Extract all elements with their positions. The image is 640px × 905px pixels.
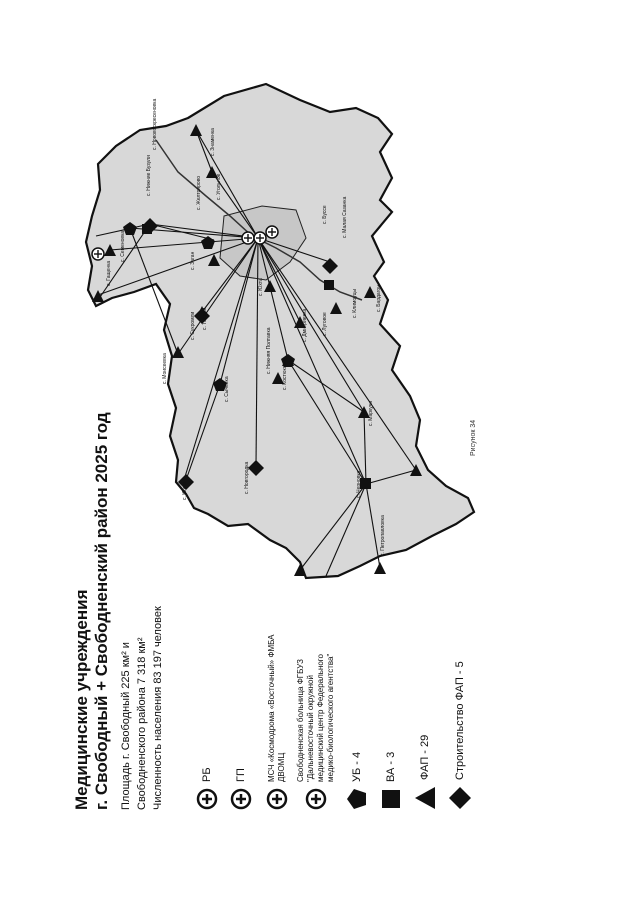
title-line-1: Медицинские учреждения bbox=[72, 589, 91, 810]
legend-va-label: ВА - 3 bbox=[385, 751, 397, 782]
legend-gp bbox=[230, 768, 252, 810]
square-icon bbox=[380, 788, 402, 810]
pentagon-icon bbox=[346, 788, 368, 810]
legend-msch-line1: МСЧ «Космодрома «Восточный» ФМБА bbox=[267, 634, 276, 782]
legend-ub-label: УБ - 4 bbox=[351, 751, 363, 782]
map-label: с. Знаменка bbox=[210, 128, 216, 156]
map-label: с. Маркучи bbox=[368, 400, 374, 426]
map-label: с. Костюковка bbox=[282, 357, 288, 390]
legend-fap bbox=[414, 735, 436, 810]
map-label: с. Бардагон bbox=[376, 285, 382, 312]
legend-fgbuz-line3: медицинский центр Федерального bbox=[316, 654, 325, 782]
map-label: с. Черновка bbox=[356, 470, 362, 498]
fgbuz-icon bbox=[305, 788, 327, 810]
map-label: с. Дмитриевка bbox=[302, 308, 308, 342]
area-line-1: Площадь г. Свободный 225 км² и bbox=[120, 642, 132, 810]
legend-rb bbox=[196, 767, 218, 810]
triangle-icon bbox=[414, 786, 436, 810]
population-line: Численность населения 83 197 человек bbox=[152, 606, 164, 810]
map-label: с. Нововоскресеновка bbox=[152, 98, 158, 150]
msch-icon bbox=[266, 788, 288, 810]
title-line-2: г. Свободный + Свободненский район 2025 год bbox=[92, 412, 111, 810]
map-label: с. Желтоярово bbox=[196, 175, 202, 210]
legend-fap-build-label: Строительство ФАП - 5 bbox=[454, 661, 466, 780]
map-label: с. Луговое bbox=[322, 312, 328, 336]
legend-ub bbox=[346, 752, 368, 810]
legend-fgbuz-line2: "Дальневосточный окружной bbox=[306, 675, 315, 782]
legend-fap-build bbox=[448, 661, 472, 810]
map-label: с. Заган bbox=[190, 251, 196, 270]
legend-fgbuz-line4: медико-биологического агентства" bbox=[326, 653, 335, 782]
map-label: с. Юхта bbox=[258, 278, 264, 296]
map-label: с. Петропавловка bbox=[380, 515, 386, 556]
map-label: с. Новгородка bbox=[244, 461, 250, 494]
hospital-icon bbox=[196, 788, 218, 810]
legend-msch bbox=[266, 634, 288, 810]
legend-va bbox=[380, 752, 402, 810]
map-label: с. Моисеевка bbox=[162, 353, 168, 384]
map-label: с. Гащенка bbox=[106, 260, 112, 286]
diamond-icon bbox=[448, 786, 472, 810]
map-label: с. Малая Сазанка bbox=[342, 196, 348, 238]
area-line-2: Свободненского района 7 318 км² bbox=[136, 637, 148, 810]
map-label: с. Нижняя Полтавка bbox=[266, 327, 272, 374]
map-label: с. Сычевка bbox=[224, 376, 230, 402]
legend-rb-label: РБ bbox=[201, 767, 213, 782]
map-label: с. Буссе bbox=[322, 205, 328, 224]
legend-msch-line2: ДВОМЦ bbox=[277, 752, 286, 782]
figure-caption: Рисунок 34 bbox=[470, 419, 477, 456]
legend-fgbuz-line1: Свободненская больница ФГБУЗ bbox=[296, 659, 305, 782]
map-label: с. Нижние Бузули bbox=[146, 155, 152, 196]
map-label: с. Юхта bbox=[182, 482, 188, 500]
map-label: с. Климоуцы bbox=[352, 288, 358, 318]
legend-fap-label: ФАП - 29 bbox=[419, 734, 431, 780]
map-label: с. Сукромли bbox=[190, 311, 196, 340]
map-label: с. Талали bbox=[202, 307, 208, 330]
map-label: с. Семеновка bbox=[120, 230, 126, 262]
polyclinic-icon bbox=[230, 788, 252, 810]
map-label: с. Угольное bbox=[216, 173, 222, 200]
legend-fgbuz bbox=[296, 654, 336, 810]
legend-gp-label: ГП bbox=[235, 768, 247, 782]
